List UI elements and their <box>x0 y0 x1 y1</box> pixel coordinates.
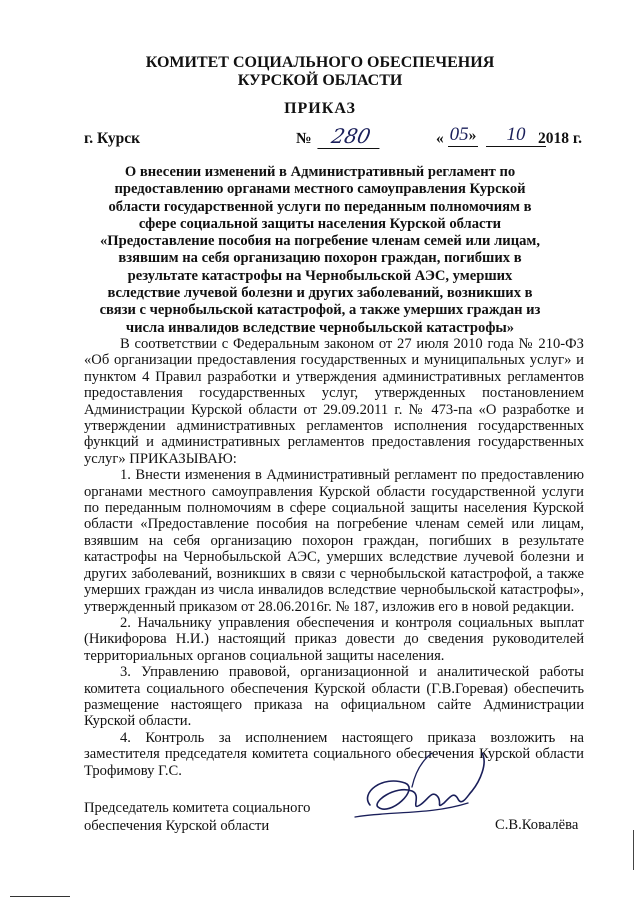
footer-rule <box>10 896 70 897</box>
subject-line: взявшим на себя организацию похорон граждан, погибших в <box>118 250 522 267</box>
handwritten-day <box>448 124 478 147</box>
place-number-date-row <box>84 124 582 152</box>
subject-line: предоставлению органами местного самоуправления Курской <box>114 181 526 198</box>
date-close-quote: » <box>468 127 477 144</box>
handwritten-signature <box>350 745 500 835</box>
position-line1: Председатель комитета социального <box>84 800 311 816</box>
day-value: 05 <box>449 124 469 145</box>
clause-4: 4. Контроль за исполнением настоящего приказа возложить на заместителя председателя комитета социального обеспечения Курской области Трофимову Г.С. <box>84 729 584 779</box>
signatory-position <box>84 799 310 835</box>
signatory-name: С.В.Ковалёва <box>495 817 579 833</box>
order-year: 2018 г. <box>537 130 582 147</box>
handwritten-order-number: 280 <box>317 124 384 149</box>
subject-line: О внесении изменений в Административный регламент по <box>124 164 516 180</box>
subject-line: «Предоставление пособия на погребение членам семей или лицам, <box>99 233 541 250</box>
subject-line: вследствие лучевой болезни и других заболеваний, возникших в <box>107 285 533 302</box>
subject-line: числа инвалидов вследствие чернобыльской катастрофы» <box>125 319 515 336</box>
date-open-quote: « <box>436 130 444 147</box>
clause-1: 1. Внести изменения в Административный регламент по предоставлению органами местного самоуправления Курской области государственной услуги по переданным полномочиям в сфере социальной защиты населения Курской области «Предоставление пособия на погребение членам семей или лицам, взявшим на себя организацию похорон граждан, погибших в результате катастрофы на Чернобыльской АЭС, умерших вследствие лучевой болезни и других заболеваний, возникших в связи с чернобыльской катастрофой, а также умерших граждан из числа инвалидов вследствие чернобыльской катастрофы», утвержденный приказом от 28.06.2016г. № 187, изложив его в новой редакции. <box>84 467 584 615</box>
org-name-line1: КОМИТЕТ СОЦИАЛЬНОГО ОБЕСПЕЧЕНИЯ <box>145 54 495 71</box>
number-label: № <box>296 130 312 147</box>
order-body <box>84 336 584 779</box>
clause-2: 2. Начальнику управления обеспечения и контроля социальных выплат (Никифорова Н.И.) настоящий приказ довести до сведения руководителей территориальных органов социальной защиты населения. <box>84 614 584 664</box>
document-type-title: ПРИКАЗ <box>284 100 356 117</box>
preamble-paragraph: В соответствии с Федеральным законом от 27 июля 2010 года № 210-ФЗ «Об организации предоставления государственных и муниципальных услуг» и пунктом 4 Правил разработки и утверждения административных регламентов предоставления государственных услуг, утвержденных постановлением Администрации Курской области от 29.09.2011 г. № 473-па «О разработке и утверждении административных регламентов исполнения государственных функций и административных регламентов предоставления государственных услуг» ПРИКАЗЫВАЮ: <box>84 336 584 467</box>
handwritten-month: 10 <box>486 124 546 147</box>
subject-line: области государственной услуги по переданным полномочиям в <box>108 198 532 215</box>
order-subject <box>86 164 554 337</box>
subject-line: связи с чернобыльской катастрофой, а также умерших граждан из <box>99 302 541 319</box>
subject-line: сфере социальной защиты населения Курской области <box>138 215 502 232</box>
clause-3: 3. Управлению правовой, организационной и аналитической работы комитета социального обеспечения Курской области (Г.В.Горевая) обеспечить размещение настоящего приказа на официальном сайте Администрации Курской области. <box>84 664 584 730</box>
subject-line: результате катастрофы на Чернобыльской АЭС, умерших <box>127 267 513 284</box>
place-of-issue: г. Курск <box>84 130 141 147</box>
position-line2: обеспечения Курской области <box>84 818 270 834</box>
scan-edge-mark <box>633 830 634 870</box>
org-name-line2: КУРСКОЙ ОБЛАСТИ <box>237 72 403 89</box>
